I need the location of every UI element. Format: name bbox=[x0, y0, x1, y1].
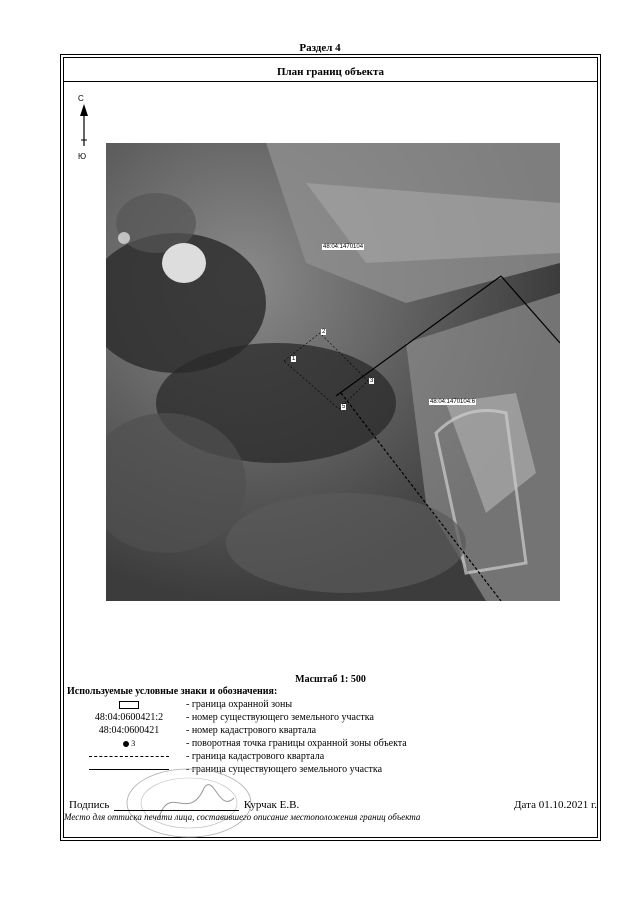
compass bbox=[74, 94, 94, 174]
signature-row bbox=[69, 799, 597, 813]
section-title: Раздел 4 bbox=[299, 42, 341, 54]
legend-desc: - граница существующего земельного участка bbox=[186, 764, 383, 775]
legend-desc: - поворотная точка границы охранной зоны объекта bbox=[186, 738, 407, 749]
legend-title: Используемые условные знаки и обозначения: bbox=[67, 686, 278, 697]
legend-desc: - номер кадастрового квартала bbox=[186, 725, 317, 736]
parcel-label-1: 48:04:1470104 bbox=[323, 244, 364, 250]
plan-title: План границ объекта bbox=[64, 63, 597, 82]
compass-north-label: С bbox=[78, 94, 84, 103]
compass-south-label: Ю bbox=[78, 152, 87, 161]
signer-name: Курчак Е.В. bbox=[243, 799, 300, 811]
point-label-2: 2 bbox=[322, 329, 326, 335]
plan-frame bbox=[60, 54, 601, 841]
parcel-label-2: 48:04:1470104:6 bbox=[430, 399, 476, 405]
legend-symbol-quarter-number: 48:04:0600421 bbox=[98, 725, 160, 736]
legend-item-parcel-number bbox=[64, 712, 597, 725]
legend-symbol-parcel-number: 48:04:0600421:2 bbox=[94, 712, 164, 723]
point-label-1: 1 bbox=[292, 356, 296, 362]
scale-label: Масштаб 1: 500 bbox=[295, 674, 366, 685]
quarter-boundary-line-symbol bbox=[89, 756, 169, 757]
north-arrow-icon bbox=[79, 104, 89, 148]
legend-symbol-point-number: 3 bbox=[131, 739, 136, 748]
signature-label: Подпись bbox=[69, 799, 110, 811]
aerial-map bbox=[106, 143, 560, 601]
zone-boundary-symbol bbox=[119, 701, 139, 709]
legend-item-turning-point bbox=[64, 738, 597, 751]
signature-note: Место для оттиска печати лица, составившего описание местоположения границ объекта bbox=[64, 812, 421, 822]
legend-desc: - граница кадастрового квартала bbox=[186, 751, 325, 762]
turning-point-dot-icon bbox=[123, 741, 129, 747]
legend-desc: - номер существующего земельного участка bbox=[186, 712, 374, 723]
plan-frame-inner bbox=[63, 57, 598, 838]
signature-date: Дата 01.10.2021 г. bbox=[514, 799, 597, 811]
signature-line bbox=[114, 810, 239, 811]
point-label-3: 3 bbox=[370, 378, 374, 384]
aerial-photo bbox=[106, 143, 560, 601]
legend-item-quarter-number bbox=[64, 725, 597, 738]
legend-desc: - граница охранной зоны bbox=[186, 699, 293, 710]
point-label-5: 5 bbox=[342, 404, 346, 410]
legend-item-zone-boundary bbox=[64, 699, 597, 712]
